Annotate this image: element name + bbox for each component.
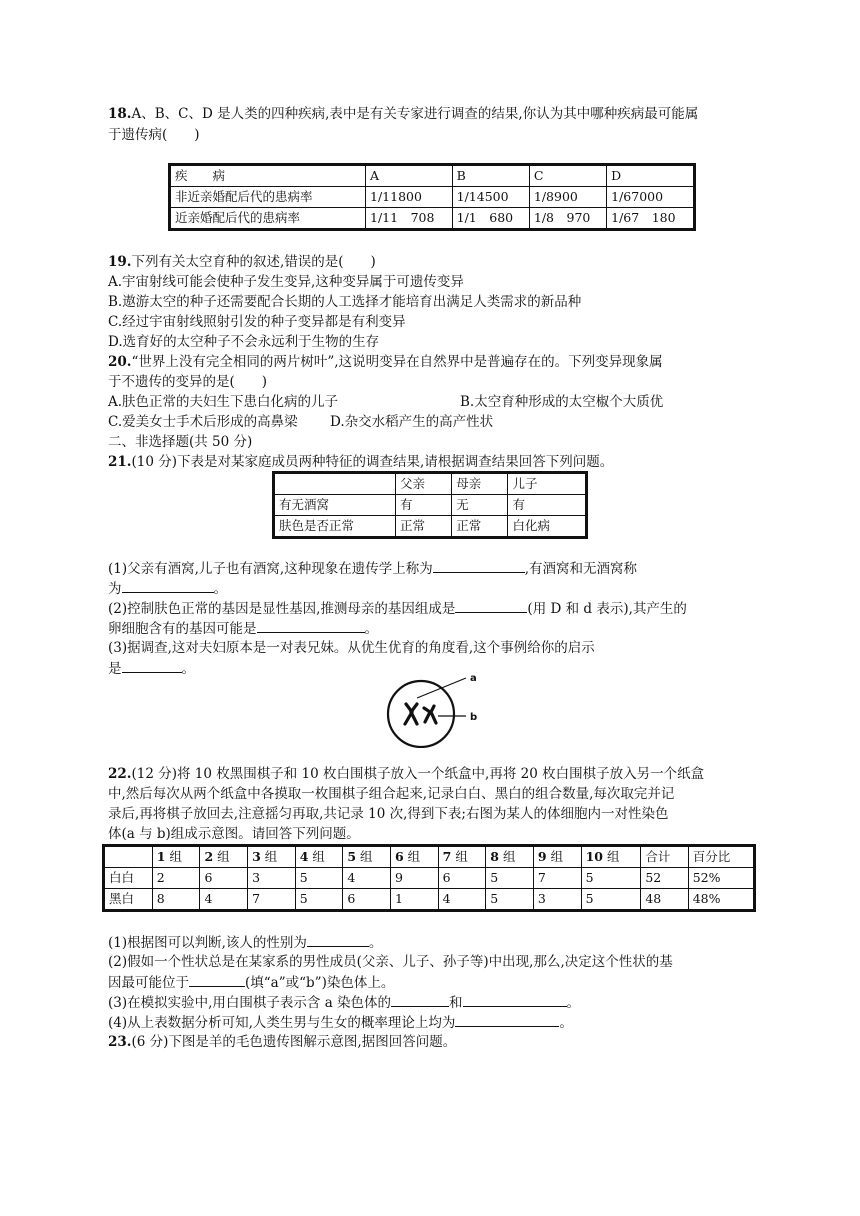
table-cell: 1/67000 bbox=[607, 187, 695, 208]
table-cell: 正常 bbox=[396, 516, 452, 538]
group-number: 9 bbox=[537, 849, 547, 864]
table-header-row bbox=[104, 846, 755, 868]
table-cell bbox=[486, 846, 534, 868]
table-header-row bbox=[170, 165, 695, 187]
q20-line2: 于不遗传的变异的是( ) bbox=[108, 374, 268, 390]
table-cell: 5 bbox=[486, 868, 534, 889]
q23-number: 23. bbox=[108, 1034, 132, 1050]
q21-part1: (1)父亲有酒窝,儿子也有酒窝,这种现象在遗传学上称为 ,有酒窝和无酒窝称 bbox=[108, 558, 637, 579]
table-cell: 1 bbox=[391, 889, 439, 911]
answer-blank[interactable] bbox=[189, 972, 245, 987]
table-header-row bbox=[274, 473, 587, 495]
answer-blank[interactable] bbox=[433, 558, 525, 573]
table-cell: 52% bbox=[688, 868, 754, 889]
table-cell: 1/8 970 bbox=[529, 208, 606, 230]
q22-line4: 体(a 与 b)组成示意图。请回答下列问题。 bbox=[108, 826, 360, 842]
table-cell: 父亲 bbox=[396, 473, 452, 495]
answer-blank[interactable] bbox=[455, 1012, 559, 1027]
table-cell bbox=[200, 846, 248, 868]
table-cell: 儿子 bbox=[508, 473, 587, 495]
q22-line3: 录后,再将棋子放回去,注意摇匀再取,共记录 10 次,得到下表;右图为某人的体细胞内一对性染色 bbox=[108, 806, 669, 822]
q20-option-c: C.爱美女士手术后形成的高鼻梁 bbox=[108, 414, 298, 430]
table-row bbox=[104, 868, 755, 889]
q21-part3: (3)据调查,这对夫妇原本是一对表兄妹。从优生优育的角度看,这个事例给你的启示 bbox=[108, 640, 595, 656]
group-suffix: 组 bbox=[602, 849, 620, 864]
table-row bbox=[274, 516, 587, 538]
q18-number: 18. bbox=[108, 106, 132, 122]
table-cell bbox=[581, 846, 641, 868]
table-cell bbox=[274, 473, 396, 495]
table-cell: 5 bbox=[295, 868, 343, 889]
q22-part2: (2)假如一个性状总是在某家系的男性成员(父亲、儿子、孙子等)中出现,那么,决定这个性状的基 bbox=[108, 954, 673, 970]
table-cell: 48% bbox=[688, 889, 754, 911]
q20-option-d: D.杂交水稻产生的高产性状 bbox=[330, 414, 494, 430]
table-cell: 4 bbox=[438, 889, 486, 911]
table-cell: 1/11800 bbox=[366, 187, 453, 208]
table-cell: 1/14500 bbox=[452, 187, 529, 208]
sex-chromosome-figure bbox=[380, 668, 490, 748]
table-cell bbox=[152, 846, 200, 868]
group-number: 4 bbox=[299, 849, 309, 864]
table-cell: 3 bbox=[248, 868, 296, 889]
table-cell: 无 bbox=[452, 495, 508, 516]
group-suffix: 组 bbox=[213, 849, 230, 864]
table-cell: 5 bbox=[295, 889, 343, 911]
label-a: a bbox=[470, 673, 477, 684]
table-cell: 1/1 680 bbox=[452, 208, 529, 230]
table-cell: 合计 bbox=[641, 846, 688, 868]
answer-blank[interactable] bbox=[307, 932, 369, 947]
q22-part2-cont: 因最可能位于 (填“a”或“b”)染色体上。 bbox=[108, 972, 394, 993]
q22-part1: (1)根据图可以判断,该人的性别为 。 bbox=[108, 932, 382, 953]
group-suffix: 组 bbox=[403, 849, 421, 864]
q22-part4: (4)从上表数据分析可知,人类生男与生女的概率理论上均为 。 bbox=[108, 1012, 573, 1033]
q19-number: 19. bbox=[108, 254, 132, 270]
q18-table bbox=[168, 163, 696, 231]
label-b: b bbox=[470, 712, 478, 723]
q19-stem: 19.下列有关太空育种的叙述,错误的是( ) bbox=[108, 254, 376, 270]
table-cell: 6 bbox=[438, 868, 486, 889]
table-cell: 黑白 bbox=[104, 889, 153, 911]
table-cell: 52 bbox=[641, 868, 688, 889]
table-cell: 7 bbox=[533, 868, 581, 889]
q20-line1: 20.“世界上没有完全相同的两片树叶”,这说明变异在自然界中是普遍存在的。下列变异现象属 bbox=[108, 354, 663, 370]
q22-line2: 中,然后每次从两个纸盒中各摸取一枚围棋子组合起来,记录白白、黑白的组合数量,每次取完并记 bbox=[108, 786, 675, 802]
q21-part2-cont: 卵细胞含有的基因可能是 。 bbox=[108, 618, 378, 639]
answer-blank[interactable] bbox=[391, 992, 449, 1007]
table-row bbox=[274, 495, 587, 516]
q23-stem: 23.(6 分)下图是羊的毛色遗传图解示意图,据图回答问题。 bbox=[108, 1034, 457, 1050]
table-cell: 5 bbox=[581, 868, 641, 889]
answer-blank[interactable] bbox=[122, 658, 182, 673]
group-number: 2 bbox=[204, 849, 214, 864]
group-suffix: 组 bbox=[260, 849, 278, 864]
q21-part2: (2)控制肤色正常的基因是显性基因,推测母亲的基因组成是 (用 D 和 d 表示),其产生的 bbox=[108, 598, 687, 619]
q19-option-c: C.经过宇宙射线照射引发的种子变异都是有利变异 bbox=[108, 314, 406, 330]
table-cell bbox=[104, 846, 153, 868]
table-cell bbox=[391, 846, 439, 868]
table-cell: 白化病 bbox=[508, 516, 587, 538]
q21-stem: 21.(10 分)下表是对某家庭成员两种特征的调查结果,请根据调查结果回答下列问题。 bbox=[108, 454, 614, 470]
group-suffix: 组 bbox=[546, 849, 564, 864]
table-cell: 近亲婚配后代的患病率 bbox=[170, 208, 366, 230]
q19-option-b: B.遨游太空的种子还需要配合长期的人工选择才能培育出满足人类需求的新品种 bbox=[108, 294, 582, 310]
q22-line1: 22.(12 分)将 10 枚黑围棋子和 10 枚白围棋子放入一个纸盒中,再将 20 枚白围棋子放入另一个纸盒 bbox=[108, 766, 705, 782]
table-cell: 1/67 180 bbox=[607, 208, 695, 230]
table-cell: 肤色是否正常 bbox=[274, 516, 396, 538]
group-number: 3 bbox=[252, 849, 261, 864]
group-number: 6 bbox=[395, 849, 404, 864]
table-cell bbox=[295, 846, 343, 868]
table-cell: 有无酒窝 bbox=[274, 495, 396, 516]
table-cell: 2 bbox=[152, 868, 200, 889]
table-cell: 5 bbox=[581, 889, 641, 911]
group-number: 7 bbox=[442, 849, 452, 864]
table-cell: A bbox=[366, 165, 453, 187]
group-number: 5 bbox=[347, 849, 357, 864]
table-cell: 6 bbox=[343, 889, 391, 911]
q18-line2: 于遗传病( ) bbox=[108, 127, 200, 143]
q20-option-b: B.太空育种形成的太空椒个大质优 bbox=[460, 394, 664, 410]
group-suffix: 组 bbox=[165, 849, 182, 864]
table-cell: 疾 病 bbox=[170, 165, 366, 187]
table-cell: 母亲 bbox=[452, 473, 508, 495]
q21-number: 21. bbox=[108, 454, 132, 470]
table-cell bbox=[533, 846, 581, 868]
table-cell: 6 bbox=[200, 868, 248, 889]
table-cell: 白白 bbox=[104, 868, 153, 889]
table-cell: 有 bbox=[396, 495, 452, 516]
group-suffix: 组 bbox=[451, 849, 468, 864]
group-number: 1 bbox=[156, 849, 166, 864]
q21-part3-cont: 是 。 bbox=[108, 658, 195, 679]
answer-blank[interactable] bbox=[463, 992, 567, 1007]
table-cell: C bbox=[529, 165, 606, 187]
table-cell: 5 bbox=[486, 889, 534, 911]
chromosome-a bbox=[405, 704, 417, 724]
table-cell: 7 bbox=[248, 889, 296, 911]
answer-blank[interactable] bbox=[455, 598, 527, 613]
group-number: 8 bbox=[490, 849, 499, 864]
q20-number: 20. bbox=[108, 354, 132, 370]
table-cell: 4 bbox=[200, 889, 248, 911]
table-cell: B bbox=[452, 165, 529, 187]
table-cell: 3 bbox=[533, 889, 581, 911]
group-suffix: 组 bbox=[498, 849, 516, 864]
group-suffix: 组 bbox=[308, 849, 325, 864]
q19-option-d: D.选育好的太空种子不会永远利于生物的生存 bbox=[108, 334, 380, 350]
q22-number: 22. bbox=[108, 766, 132, 782]
table-cell: 9 bbox=[391, 868, 439, 889]
q20-option-a: A.肤色正常的夫妇生下患白化病的儿子 bbox=[108, 394, 339, 410]
table-cell: 1/11 708 bbox=[366, 208, 453, 230]
section-heading: 二、非选择题(共 50 分) bbox=[108, 434, 253, 450]
table-cell: 1/8900 bbox=[529, 187, 606, 208]
answer-blank[interactable] bbox=[122, 578, 214, 593]
table-cell: 48 bbox=[641, 889, 688, 911]
table-row bbox=[170, 208, 695, 230]
table-cell: 有 bbox=[508, 495, 587, 516]
q22-part3: (3)在模拟实验中,用白围棋子表示含 a 染色体的 和 。 bbox=[108, 992, 580, 1013]
table-cell: 8 bbox=[152, 889, 200, 911]
q21-part1-cont: 为 。 bbox=[108, 578, 227, 599]
table-cell bbox=[248, 846, 296, 868]
table-cell: 百分比 bbox=[688, 846, 754, 868]
q22-table bbox=[102, 844, 756, 912]
table-cell: D bbox=[607, 165, 695, 187]
answer-blank[interactable] bbox=[257, 618, 365, 633]
cell-outline bbox=[388, 681, 454, 747]
chromosome-b bbox=[424, 706, 436, 723]
table-row bbox=[104, 889, 755, 911]
group-number: 10 bbox=[585, 849, 603, 864]
q19-option-a: A.宇宙射线可能会使种子发生变异,这种变异属于可遗传变异 bbox=[108, 274, 464, 290]
table-cell: 非近亲婚配后代的患病率 bbox=[170, 187, 366, 208]
table-cell: 4 bbox=[343, 868, 391, 889]
table-row bbox=[170, 187, 695, 208]
table-cell: 正常 bbox=[452, 516, 508, 538]
group-suffix: 组 bbox=[356, 849, 373, 864]
q21-table bbox=[272, 471, 588, 539]
q18-line1: 18.A、B、C、D 是人类的四种疾病,表中是有关专家进行调查的结果,你认为其中哪种疾病最可能属 bbox=[108, 106, 699, 122]
table-cell bbox=[438, 846, 486, 868]
table-cell bbox=[343, 846, 391, 868]
